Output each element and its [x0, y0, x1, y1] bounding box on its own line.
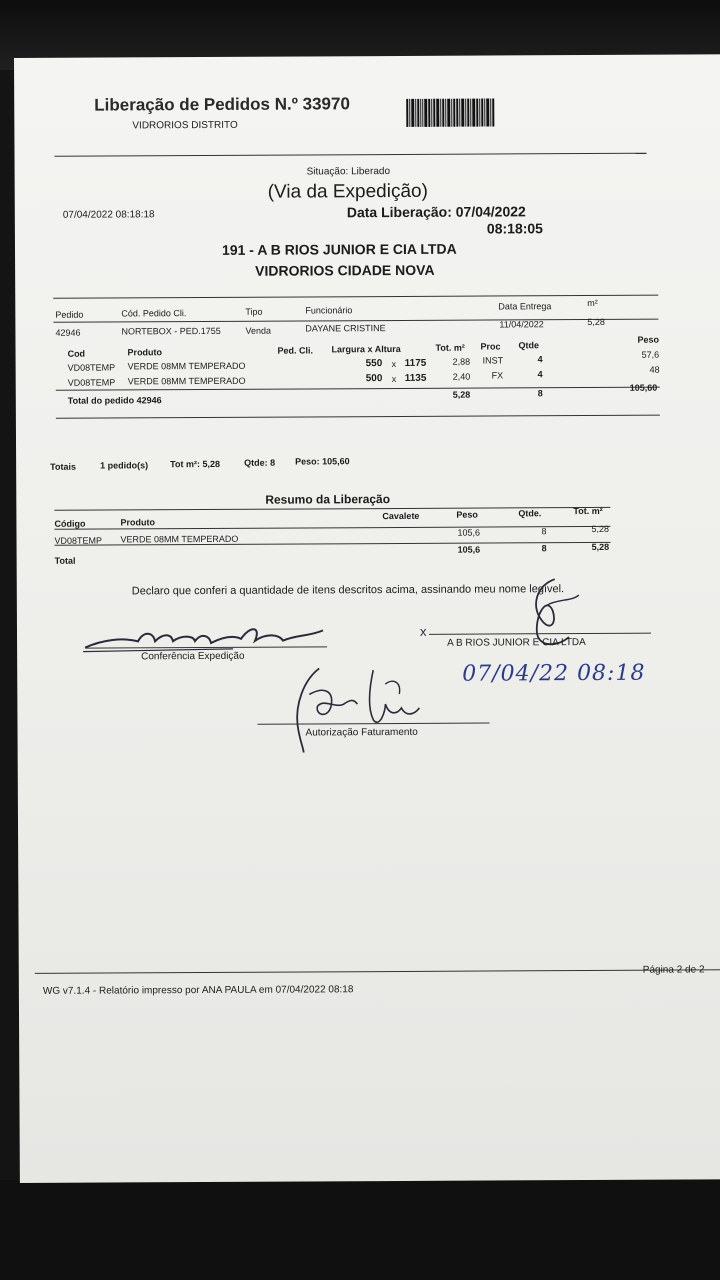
- item-peso-header: Peso: [637, 334, 660, 345]
- summary-row-codigo: VD08TEMP: [54, 535, 103, 546]
- page-number: Página 2 de 2: [642, 964, 705, 976]
- client-name: 191 - A B RIOS JUNIOR E CIA LTDA: [221, 240, 457, 258]
- company-name: VIDRORIOS DISTRITO: [132, 119, 238, 132]
- summary-title: Resumo da Liberação: [265, 492, 391, 507]
- item-2-produto: VERDE 08MM TEMPERADO: [127, 375, 246, 387]
- item-qtde-header: Qtde: [518, 340, 540, 351]
- autorizacao-label: Autorização Faturamento: [305, 726, 418, 739]
- summary-cavalete-header: Cavalete: [382, 510, 420, 522]
- totals-peso: Peso: 105,60: [295, 456, 350, 467]
- summary-tot-m2-header: Tot. m²: [573, 505, 603, 517]
- summary-qtde-header: Qtde.: [518, 508, 542, 519]
- item-2-x: x: [391, 374, 397, 385]
- summary-peso-header: Peso: [456, 509, 478, 520]
- item-1-x: x: [391, 359, 397, 370]
- order-total-rule: [56, 387, 660, 391]
- totals-m2: Tot m²: 5,28: [170, 458, 220, 470]
- item-ped-cli-header: Ped. Cli.: [277, 345, 314, 356]
- summary-produto-header: Produto: [120, 517, 155, 528]
- item-2-proc: FX: [491, 370, 504, 381]
- col-m2-header: m²: [587, 297, 598, 309]
- item-2-cod: VD08TEMP: [67, 377, 116, 388]
- order-total-qtde: 8: [537, 388, 543, 399]
- totals-qtde: Qtde: 8: [244, 457, 276, 468]
- item-2-altura: 1135: [404, 372, 427, 384]
- order-data-entrega: 11/04/2022: [499, 319, 544, 330]
- summary-row-produto: VERDE 08MM TEMPERADO: [120, 533, 239, 545]
- item-1-cod: VD08TEMP: [67, 362, 116, 373]
- item-2-largura: 500: [365, 373, 383, 385]
- item-2-qtde: 4: [537, 369, 543, 380]
- order-m2: 5,28: [587, 316, 605, 328]
- item-produto-header: Produto: [127, 347, 163, 358]
- item-1-proc: INST: [482, 355, 504, 366]
- order-cod-pedido-cli: NORTEBOX - PED.1755: [121, 325, 221, 337]
- handwritten-date: 07/04/22 08:18: [462, 660, 646, 687]
- client-label: A B RIOS JUNIOR E CIA LTDA: [447, 637, 586, 649]
- order-funcionario: DAYANE CRISTINE: [305, 323, 386, 334]
- order-table-top-rule: [53, 295, 658, 299]
- release-time: 08:18:05: [486, 220, 543, 237]
- col-pedido-header: Pedido: [55, 309, 84, 320]
- summary-total-qtde: 8: [541, 543, 547, 554]
- print-datetime: 07/04/2022 08:18:18: [62, 209, 155, 221]
- item-larg-alt-header: Largura x Altura: [331, 343, 401, 355]
- footer-rule: [35, 969, 720, 974]
- summary-total-tot-m2: 5,28: [591, 541, 610, 552]
- summary-codigo-header: Código: [54, 518, 86, 529]
- order-total-m2: 5,28: [452, 389, 471, 400]
- summary-total-label: Total: [54, 555, 76, 566]
- item-proc-header: Proc: [480, 341, 501, 352]
- item-1-peso: 57,6: [641, 349, 660, 360]
- col-data-entrega-header: Data Entrega: [498, 301, 552, 312]
- order-tipo: Venda: [245, 325, 271, 336]
- order-pedido: 42946: [55, 327, 81, 338]
- summary-row-qtde: 8: [541, 526, 547, 537]
- barcode: [406, 98, 510, 127]
- document-page: [14, 54, 720, 1183]
- col-tipo-header: Tipo: [245, 306, 263, 317]
- item-1-produto: VERDE 08MM TEMPERADO: [127, 360, 246, 372]
- order-table-bottom-rule: [56, 415, 660, 419]
- item-1-altura: 1175: [404, 357, 427, 369]
- header-divider: [55, 153, 647, 157]
- x-mark: x: [419, 623, 427, 639]
- document-title: Liberação de Pedidos N.º 33970: [94, 94, 350, 115]
- item-1-qtde: 4: [537, 354, 543, 365]
- autorizacao-signature: [273, 664, 453, 755]
- item-1-largura: 550: [365, 358, 383, 370]
- client-store: VIDRORIOS CIDADE NOVA: [255, 261, 435, 279]
- item-2-tot-m2: 2,40: [452, 371, 471, 382]
- release-date: Data Liberação: 07/04/2022: [346, 203, 526, 221]
- printed-by: WG v7.1.4 - Relatório impresso por ANA PAULA em 07/04/2022 08:18: [42, 984, 354, 997]
- situation-text: Situação: Liberado: [306, 166, 391, 178]
- via-title: (Via da Expedição): [267, 180, 428, 203]
- order-total-peso: 105,60: [629, 382, 658, 393]
- totals-label: Totais: [50, 461, 77, 472]
- declaration-text: Declaro que conferi a quantidade de itens descritos acima, assinando meu nome legível.: [131, 583, 565, 598]
- summary-row-peso: 105,6: [457, 527, 481, 538]
- summary-total-peso: 105,6: [457, 544, 481, 555]
- conferencia-label: Conferência Expedição: [141, 650, 245, 663]
- order-header-rule: [53, 319, 658, 323]
- totals-pedidos: 1 pedido(s): [100, 460, 149, 471]
- summary-row-tot-m2: 5,28: [591, 523, 610, 534]
- order-total-label: Total do pedido 42946: [67, 395, 162, 406]
- item-tot-m2-header: Tot. m²: [435, 342, 465, 353]
- item-cod-header: Cod: [67, 348, 86, 359]
- col-funcionario-header: Funcionário: [305, 305, 353, 316]
- background-bottom: [0, 1180, 720, 1280]
- item-1-tot-m2: 2,88: [452, 356, 471, 367]
- item-2-peso: 48: [649, 364, 660, 375]
- col-cod-pedido-cli-header: Cód. Pedido Cli.: [121, 308, 187, 319]
